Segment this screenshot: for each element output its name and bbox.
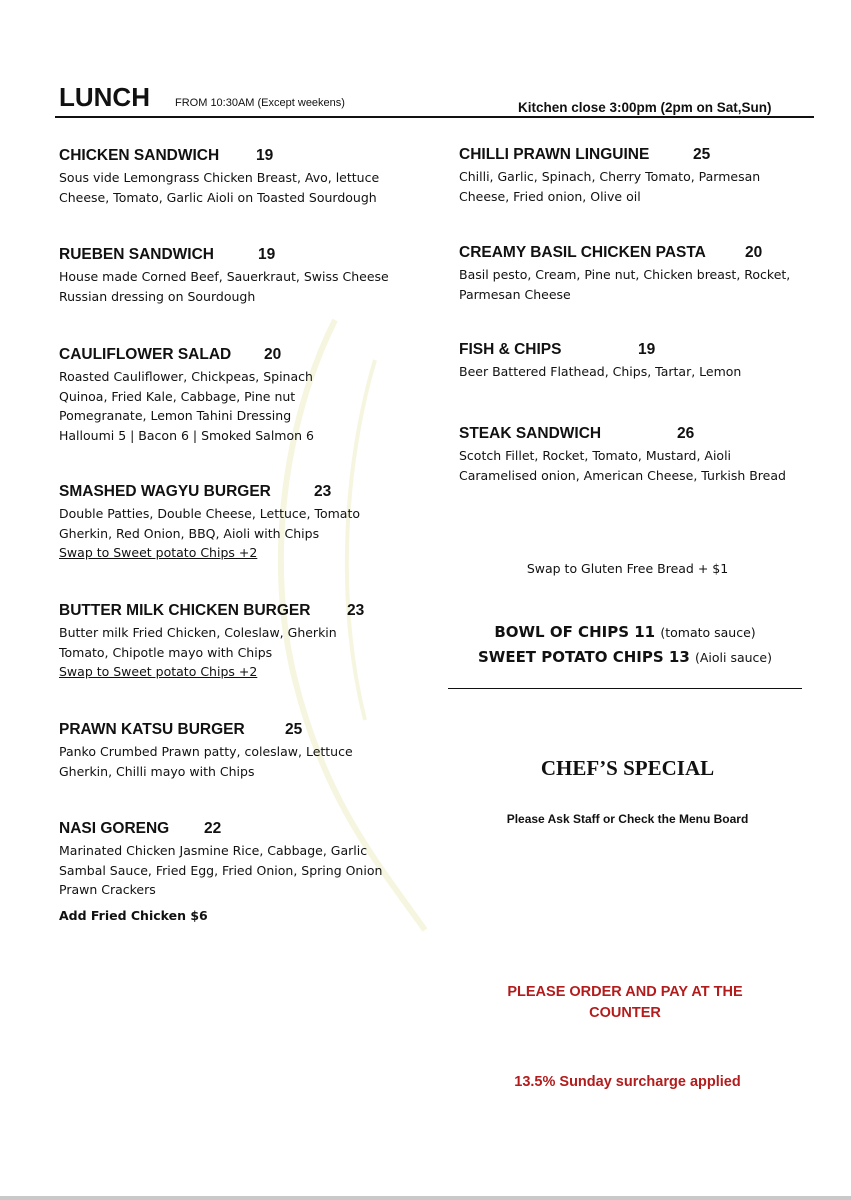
desc-line: Parmesan Cheese bbox=[459, 286, 571, 302]
chips-sauce: (tomato sauce) bbox=[660, 625, 756, 640]
desc-line: Marinated Chicken Jasmine Rice, Cabbage, Garlic bbox=[59, 843, 368, 858]
item-name: CAULIFLOWER SALAD bbox=[59, 346, 232, 363]
menu-item-fish-and-chips bbox=[459, 340, 741, 382]
sunday-surcharge: 13.5% Sunday surcharge applied bbox=[514, 1074, 741, 1090]
section-divider bbox=[448, 688, 802, 689]
chefs-special-title: CHEF’S SPECIAL bbox=[540, 756, 715, 780]
item-name: FISH & CHIPS bbox=[459, 341, 562, 358]
desc-line: Double Patties, Double Cheese, Lettuce, Tomato bbox=[59, 506, 360, 521]
item-description bbox=[59, 504, 360, 563]
desc-line: Sous vide Lemongrass Chicken Breast, Avo, lettuce bbox=[59, 170, 380, 185]
order-notice bbox=[460, 982, 790, 1024]
header-divider bbox=[55, 116, 814, 118]
lunch-hours: FROM 10:30AM (Except weekens) bbox=[175, 97, 345, 109]
menu-item-steak-sandwich bbox=[459, 424, 786, 485]
desc-line: Scotch Fillet, Rocket, Tomato, Mustard, Aioli bbox=[459, 448, 732, 463]
desc-line: Cheese, Tomato, Garlic Aioli on Toasted Sourdough bbox=[59, 189, 377, 205]
menu-item-chilli-prawn-linguine bbox=[459, 145, 760, 206]
sweet-potato-chips bbox=[448, 645, 802, 670]
desc-line: Caramelised onion, American Cheese, Turkish Bread bbox=[459, 467, 786, 483]
desc-line: Gherkin, Chilli mayo with Chips bbox=[59, 763, 255, 779]
menu-item-cauliflower-salad bbox=[59, 345, 314, 445]
desc-line: Pomegranate, Lemon Tahini Dressing bbox=[59, 408, 292, 423]
chips-name: BOWL OF CHIPS 11 bbox=[494, 623, 656, 641]
desc-line: Sambal Sauce, Fried Egg, Fried Onion, Spring Onion bbox=[59, 862, 383, 878]
chips-sauce: (Aioli sauce) bbox=[695, 650, 773, 665]
item-name: RUEBEN SANDWICH bbox=[59, 246, 214, 263]
item-price: 22 bbox=[204, 820, 222, 837]
order-notice-line: PLEASE ORDER AND PAY AT THE bbox=[507, 984, 743, 1000]
desc-line: Gherkin, Red Onion, BBQ, Aioli with Chips bbox=[59, 525, 320, 541]
item-price: 23 bbox=[314, 483, 332, 500]
bowl-of-chips bbox=[448, 620, 802, 645]
item-description bbox=[59, 367, 314, 445]
item-name: SMASHED WAGYU BURGER bbox=[59, 483, 271, 500]
item-description bbox=[59, 623, 337, 682]
swap-option: Swap to Sweet potato Chips +2 bbox=[59, 545, 258, 560]
chefs-special-note: Please Ask Staff or Check the Menu Board bbox=[506, 812, 749, 826]
item-description bbox=[59, 168, 379, 207]
menu-item-nasi-goreng bbox=[59, 819, 382, 923]
menu-item-rueben-sandwich bbox=[59, 245, 389, 306]
item-price: 19 bbox=[638, 341, 656, 358]
item-name: NASI GORENG bbox=[59, 820, 170, 837]
item-name: CHICKEN SANDWICH bbox=[59, 147, 220, 164]
menu-item-smashed-wagyu-burger bbox=[59, 482, 360, 563]
item-price: 19 bbox=[256, 147, 274, 164]
page-title: LUNCH bbox=[59, 82, 150, 112]
chips-name: SWEET POTATO CHIPS 13 bbox=[477, 648, 690, 666]
desc-line: Basil pesto, Cream, Pine nut, Chicken breast, Rocket, bbox=[459, 267, 791, 282]
desc-line: Russian dressing on Sourdough bbox=[59, 288, 256, 304]
item-description bbox=[59, 267, 389, 306]
item-price: 19 bbox=[258, 246, 276, 263]
item-name: BUTTER MILK CHICKEN BURGER bbox=[59, 602, 311, 619]
item-price: 25 bbox=[693, 146, 711, 163]
desc-line: Prawn Crackers bbox=[59, 882, 156, 897]
desc-line: Chilli, Garlic, Spinach, Cherry Tomato, Parmesan bbox=[459, 169, 761, 184]
item-name: CREAMY BASIL CHICKEN PASTA bbox=[459, 244, 706, 261]
item-description bbox=[459, 362, 741, 382]
item-price: 20 bbox=[745, 244, 763, 261]
menu-item-creamy-basil-chicken-pasta bbox=[459, 243, 790, 304]
desc-line: Roasted Cauliflower, Chickpeas, Spinach bbox=[59, 369, 313, 384]
desc-line: Beer Battered Flathead, Chips, Tartar, Lemon bbox=[459, 364, 742, 379]
item-price: 20 bbox=[264, 346, 282, 363]
item-description bbox=[459, 167, 760, 206]
desc-line: House made Corned Beef, Sauerkraut, Swiss Cheese bbox=[59, 269, 389, 284]
gluten-free-note: Swap to Gluten Free Bread + $1 bbox=[526, 561, 729, 576]
desc-line: Butter milk Fried Chicken, Coleslaw, Gherkin bbox=[59, 625, 337, 640]
menu-item-butter-milk-chicken-burger bbox=[59, 601, 365, 682]
item-price: 25 bbox=[285, 721, 303, 738]
menu-item-prawn-katsu-burger bbox=[59, 720, 353, 781]
item-price: 23 bbox=[347, 602, 365, 619]
bottom-border bbox=[0, 1196, 851, 1200]
menu-item-chicken-sandwich bbox=[59, 146, 379, 207]
item-description bbox=[459, 265, 790, 304]
desc-line: Halloumi 5 | Bacon 6 | Smoked Salmon 6 bbox=[59, 427, 314, 443]
desc-line: Cheese, Fried onion, Olive oil bbox=[459, 188, 641, 204]
chips-section bbox=[448, 620, 802, 670]
desc-line: Quinoa, Fried Kale, Cabbage, Pine nut bbox=[59, 388, 296, 404]
addon-option: Add Fried Chicken $6 bbox=[59, 907, 208, 923]
item-description bbox=[59, 742, 353, 781]
item-description bbox=[459, 446, 786, 485]
swap-option: Swap to Sweet potato Chips +2 bbox=[59, 664, 258, 679]
item-price: 26 bbox=[677, 425, 695, 442]
item-name: PRAWN KATSU BURGER bbox=[59, 721, 245, 738]
kitchen-close-time: Kitchen close 3:00pm (2pm on Sat,Sun) bbox=[518, 100, 772, 115]
item-name: STEAK SANDWICH bbox=[459, 425, 602, 442]
item-name: CHILLI PRAWN LINGUINE bbox=[459, 146, 650, 163]
item-description bbox=[59, 841, 382, 900]
order-notice-line: COUNTER bbox=[589, 1005, 661, 1021]
desc-line: Panko Crumbed Prawn patty, coleslaw, Lettuce bbox=[59, 744, 353, 759]
desc-line: Tomato, Chipotle mayo with Chips bbox=[59, 644, 273, 660]
